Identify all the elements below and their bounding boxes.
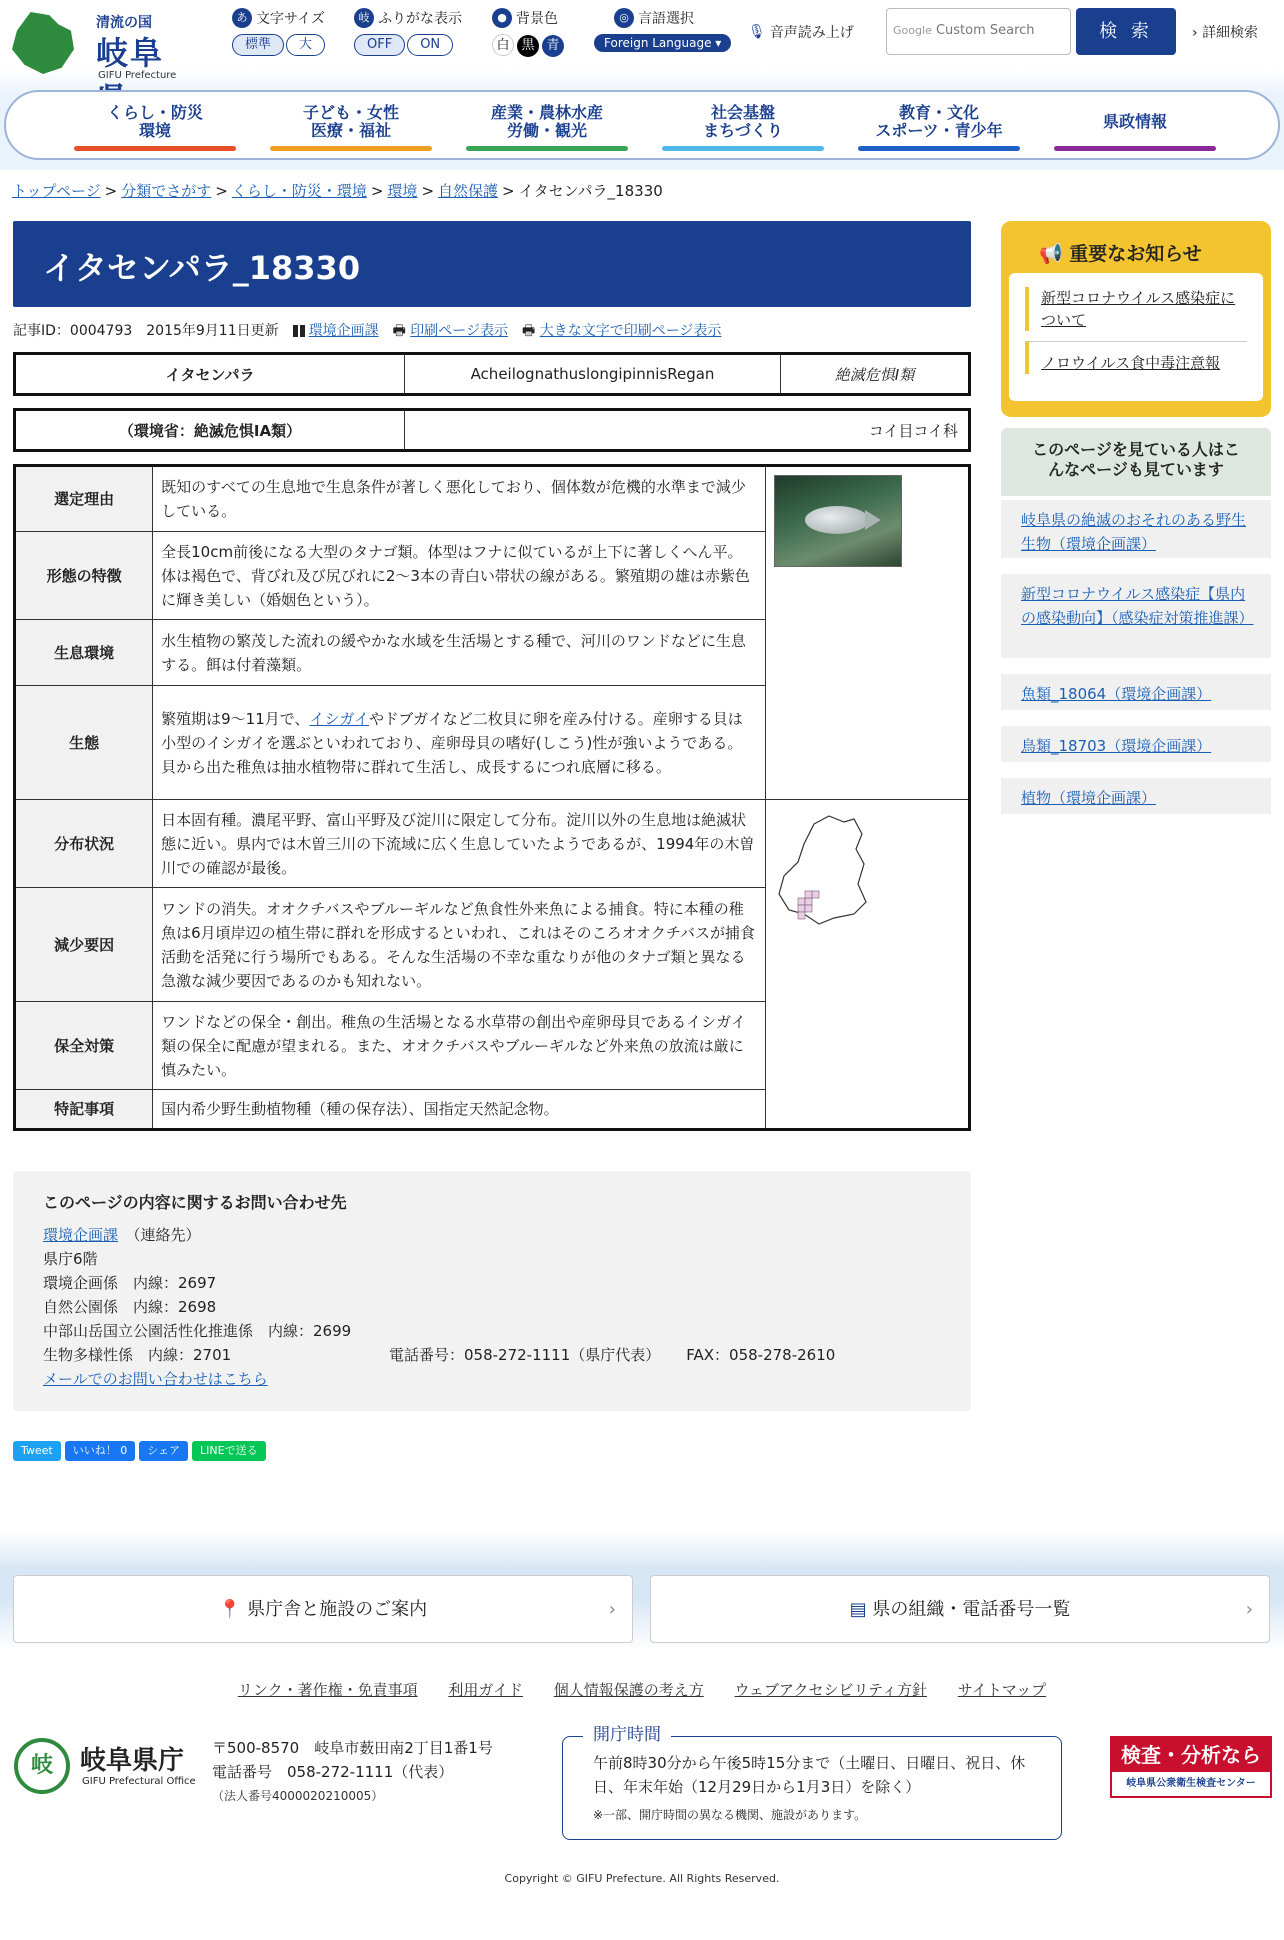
language-select[interactable]: Foreign Language ▾ (594, 34, 731, 52)
nav-underline (858, 146, 1020, 151)
chevron-right-icon: › (608, 1599, 616, 1620)
contact-line: 中部山岳国立公園活性化推進係 内線：2699 (43, 1322, 352, 1340)
logo-title: 岐阜 (96, 34, 165, 72)
megaphone-icon: 📢 (1039, 243, 1063, 265)
row-header: 生息環境 (15, 620, 153, 686)
contact-note: （連絡先） (133, 1226, 201, 1244)
bgcolor-white-button[interactable]: 白 (492, 34, 514, 56)
facilities-guide-button[interactable]: 📍 県庁舎と施設のご案内 › (13, 1575, 633, 1643)
banner-title: 検査・分析なら (1112, 1738, 1270, 1772)
contact-phone: 電話番号：058-272-1111（県庁代表） (389, 1346, 661, 1364)
taxonomic-order: コイ目コイ科 (405, 410, 970, 451)
row-text: ワンドの消失。オオクチバスやブルーギルなど魚食性外来魚による捕食。特に本種の稚魚は6月頃岸辺の植生帯に群れを形成するといわれ、これはそのころオオクチバスが捕食活動を活発に行う場所でもある。そんな生活場の不幸な重なりが他のタナゴ類と異なる急激な減少要因であるのかも知れない。 (153, 888, 766, 1002)
corporate-number: （法人番号4000020210005） (212, 1789, 384, 1803)
species-detail-table (13, 464, 971, 1131)
notice-item[interactable]: 新型コロナウイルス感染症について (1025, 287, 1247, 331)
site-logo[interactable] (12, 8, 192, 81)
line-share-button[interactable]: LINEで送る (192, 1441, 266, 1461)
inspection-center-banner[interactable] (1110, 1736, 1272, 1798)
row-header: 減少要因 (15, 888, 153, 1002)
nav-underline (270, 146, 432, 151)
organization-list-button[interactable]: ▤ 県の組織・電話番号一覧 › (650, 1575, 1270, 1643)
background-color-tool (492, 8, 567, 57)
contact-fax: FAX：058-278-2610 (686, 1346, 836, 1364)
nav-industry[interactable]: 産業・農林水産 労働・観光 (466, 104, 628, 140)
contact-box (13, 1171, 971, 1411)
site-header (0, 0, 1284, 90)
chevron-right-icon: › (1192, 25, 1198, 41)
furigana-icon: 岐 (354, 8, 374, 28)
footer-links (0, 1679, 1284, 1700)
fish-body (805, 506, 869, 534)
contact-line: 自然公園係 内線：2698 (43, 1298, 217, 1316)
nav-children[interactable]: 子ども・女性 医療・福祉 (270, 104, 432, 140)
speech-label: 音声読み上げ (769, 25, 854, 41)
copyright: Copyright © GIFU Prefecture. All Rights Reserved. (504, 1872, 780, 1885)
red-list-rank: 絶滅危惧Ⅰ類 (781, 354, 970, 395)
facebook-like-button[interactable]: いいね！ 0 (65, 1441, 136, 1461)
furigana-tool (354, 8, 462, 56)
notice-item[interactable]: ノロウイルス食中毒注意報 (1025, 341, 1247, 374)
furigana-on-button[interactable]: ON (407, 34, 453, 56)
printer-icon: 🖶 (392, 323, 406, 339)
related-link[interactable]: 魚類_18064（環境企画課） (1001, 674, 1271, 710)
office-english: GIFU Prefectural Office (82, 1776, 196, 1787)
gifu-map-icon (12, 12, 74, 74)
fish-photo[interactable] (774, 475, 902, 567)
nav-underline (74, 146, 236, 151)
search-input[interactable]: Google Custom Search (886, 8, 1071, 55)
related-link[interactable]: 鳥類_18703（環境企画課） (1001, 726, 1271, 762)
office-logo (14, 1738, 224, 1798)
printer-icon: 🖶 (522, 323, 536, 339)
footer-link[interactable]: 個人情報保護の考え方 (553, 1681, 704, 1699)
breadcrumb-nature[interactable]: 自然保護 (438, 182, 499, 200)
map-cell (765, 800, 969, 1130)
banner-subtitle: 岐阜県公衆衛生検査センター (1126, 1778, 1256, 1789)
font-size-large-button[interactable]: 大 (286, 34, 325, 56)
notice-title: 重要なお知らせ (1069, 243, 1202, 265)
contact-line: 生物多様性係 内線：2701 (43, 1346, 232, 1364)
contact-dept-link[interactable]: 環境企画課 (43, 1226, 119, 1244)
facebook-share-button[interactable]: シェア (139, 1441, 188, 1461)
search-button[interactable]: 検 索 (1076, 8, 1176, 55)
nav-infrastructure[interactable]: 社会基盤 まちづくり (662, 104, 824, 140)
microphone-icon: 🎙 (748, 24, 766, 40)
related-link[interactable]: 岐阜県の絶滅のおそれのある野生生物（環境企画課） (1001, 500, 1271, 558)
contact-line: 県庁6階 (43, 1250, 98, 1268)
photo-cell (765, 466, 969, 800)
footer-link[interactable]: 利用ガイド (448, 1681, 523, 1699)
breadcrumb-category[interactable]: 分類でさがす (121, 182, 212, 200)
phone-line: 電話番号 058-272-1111（代表） (212, 1763, 454, 1781)
ishigai-link[interactable]: イシガイ (309, 709, 370, 728)
row-header: 保全対策 (15, 1002, 153, 1090)
row-text: 繁殖期は9〜11月で、イシガイやドブガイなど二枚貝に卵を産み付ける。産卵する貝は小型のイシガイを選ぶといわれており、産卵母貝の嗜好(しこう)性が強いようである。貝から出た稚魚は抽水植物帯に群れて生活し、成長するにつれ底層に移る。 (153, 686, 766, 800)
map-pin-icon: 📍 (218, 1599, 242, 1620)
address-line: 〒500-8570 岐阜市薮田南2丁目1番1号 (212, 1739, 493, 1757)
related-link[interactable]: 新型コロナウイルス感染症【県内の感染動向】（感染症対策推進課） (1001, 574, 1271, 658)
font-size-standard-button[interactable]: 標準 (232, 34, 284, 56)
national-rank: （環境省：絶滅危惧IA類） (15, 410, 405, 451)
advanced-search-link[interactable]: › 詳細検索 (1192, 25, 1259, 41)
updated-date: 2015年9月11日更新 (146, 323, 279, 339)
tweet-button[interactable]: Tweet (13, 1441, 61, 1461)
language-tool (594, 8, 731, 52)
logo-english: GIFU Prefecture (98, 70, 177, 81)
language-label: 言語選択 (638, 11, 694, 27)
nav-underline (466, 146, 628, 151)
globe-icon: ◎ (614, 8, 634, 28)
distribution-map (774, 814, 884, 934)
office-name: 岐阜県庁 (80, 1746, 185, 1776)
hours-title: 開庁時間 (583, 1723, 671, 1747)
nav-prefgov[interactable]: 県政情報 (1054, 113, 1216, 131)
office-address (212, 1736, 493, 1808)
article-meta (13, 320, 721, 344)
row-header: 分布状況 (15, 800, 153, 888)
species-class-table (13, 408, 971, 452)
breadcrumb-home[interactable]: トップページ (12, 182, 101, 200)
species-name-table (13, 352, 971, 396)
row-text: 既知のすべての生息地で生息条件が著しく悪化しており、個体数が危機的水準まで減少している。 (153, 466, 766, 532)
row-text: ワンドなどの保全・創出。稚魚の生活場となる水草帯の創出や産卵母貝であるイシガイ類の保全に配慮が望まれる。また、オオクチバスやブルーギルなど外来魚の放流は厳に慎みたい。 (153, 1002, 766, 1090)
species-name: イタセンパラ (15, 354, 405, 395)
global-nav (4, 90, 1280, 160)
important-notice (1001, 221, 1271, 417)
gifu-emblem-icon: 岐 (14, 1738, 70, 1794)
row-header: 生態 (15, 686, 153, 800)
chevron-right-icon: › (1245, 1599, 1253, 1620)
font-size-label: 文字サイズ (256, 11, 325, 27)
hours-text: 午前8時30分から午後5時15分まで（土曜日、日曜日、祝日、休日、年末年始（12月29日から1月3日）を除く） (593, 1754, 1026, 1796)
breadcrumb-living[interactable]: くらし・防災・環境 (231, 182, 367, 200)
nav-underline (1054, 146, 1216, 151)
related-pages-title: このページを見ている人はこんなページも見ています (1001, 428, 1271, 496)
font-size-tool (232, 8, 325, 56)
palette-icon: ● (492, 8, 512, 28)
bgcolor-blue-button[interactable]: 青 (542, 35, 564, 57)
nav-education[interactable]: 教育・文化 スポーツ・青少年 (858, 104, 1020, 140)
scientific-name: AcheilognathuslongipinnisRegan (405, 354, 781, 395)
footer-link[interactable]: ウェブアクセシビリティ方針 (734, 1681, 927, 1699)
bgcolor-label: 背景色 (516, 11, 558, 27)
page-title: イタセンパラ_18330 (13, 221, 971, 307)
department-link[interactable]: 環境企画課 (308, 323, 379, 339)
row-header: 特記事項 (15, 1090, 153, 1130)
directory-icon: ▤ (849, 1599, 867, 1620)
fish-tail (865, 510, 881, 530)
article-id: 記事ID：0004793 (13, 323, 133, 339)
row-header: 選定理由 (15, 466, 153, 532)
font-size-icon: あ (232, 8, 252, 28)
nav-living[interactable]: くらし・防災 環境 (74, 104, 236, 140)
breadcrumb-current: イタセンパラ_18330 (518, 182, 663, 200)
furigana-off-button[interactable]: OFF (354, 34, 405, 56)
grid-icon (293, 325, 305, 337)
footer-link[interactable]: リンク・著作権・免責事項 (237, 1681, 418, 1699)
print-large-link[interactable]: 大きな文字で印刷ページ表示 (539, 323, 722, 339)
nav-underline (662, 146, 824, 151)
bgcolor-black-button[interactable]: 黒 (517, 35, 539, 57)
related-link[interactable]: 植物（環境企画課） (1001, 778, 1271, 814)
print-link[interactable]: 印刷ページ表示 (410, 323, 509, 339)
contact-title: このページの内容に関するお問い合わせ先 (43, 1193, 347, 1212)
logo-subtitle: 清流の国 (96, 15, 152, 31)
furigana-label: ふりがな表示 (378, 11, 462, 27)
row-text: 国内希少野生動植物種（種の保存法）、国指定天然記念物。 (153, 1090, 766, 1130)
row-text: 日本固有種。濃尾平野、富山平野及び淀川に限定して分布。淀川以外の生息地は絶滅状態に近い。県内では木曽三川の下流域に広く生息していたようであるが、1994年の木曽川での確認が最後。 (153, 800, 766, 888)
opening-hours (562, 1725, 1062, 1840)
row-text: 全長10cm前後になる大型のタナゴ類。体型はフナに似ているが上下に著しくへん平。体は褐色で、背びれ及び尻びれに2〜3本の青白い帯状の線がある。繁殖期の雄は赤紫色に輝き美しい（婚姻色という）。 (153, 532, 766, 620)
row-text: 水生植物の繁茂した流れの緩やかな水域を生活場とする種で、河川のワンドなどに生息する。餌は付着藻類。 (153, 620, 766, 686)
contact-mail-link[interactable]: メールでのお問い合わせはこちら (43, 1370, 268, 1388)
share-buttons (13, 1441, 266, 1461)
breadcrumb: トップページ > 分類でさがす > くらし・防災・環境 > 環境 > 自然保護 > イタセンパラ_18330 (12, 182, 663, 200)
breadcrumb-environment[interactable]: 環境 (387, 182, 418, 200)
speech-tool[interactable] (748, 22, 854, 42)
footer-link[interactable]: サイトマップ (957, 1681, 1047, 1699)
contact-line: 環境企画係 内線：2697 (43, 1274, 217, 1292)
row-header: 形態の特徴 (15, 532, 153, 620)
hours-note: ※一部、開庁時間の異なる機関、施設があります。 (593, 1808, 867, 1822)
